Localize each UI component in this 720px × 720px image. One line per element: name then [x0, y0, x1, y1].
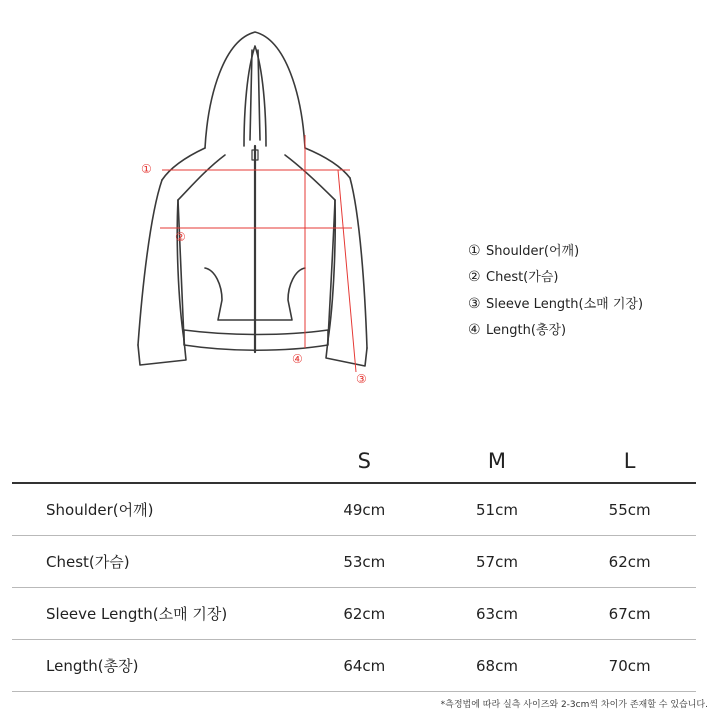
size-header-m: M: [487, 449, 507, 473]
left-shoulder: [162, 148, 205, 180]
legend-number: ②: [468, 269, 481, 286]
table-cell: 51cm: [431, 483, 564, 536]
legend-text: Sleeve Length(소매 기장): [486, 296, 644, 312]
legend-item: [468, 267, 643, 293]
table-cell: 62cm: [298, 588, 431, 640]
measurement-footnote: *측정법에 따라 실측 사이즈와 2-3cm씩 차이가 존재할 수 있습니다.: [440, 700, 708, 710]
left-cuff: [138, 340, 186, 365]
table-row: [12, 640, 696, 692]
row-label: Sleeve Length(소매 기장): [12, 588, 298, 640]
table-cell: 55cm: [563, 483, 696, 536]
left-sleeve-outer: [138, 180, 162, 345]
left-raglan: [178, 155, 225, 200]
right-sleeve-outer: [350, 178, 367, 348]
table-cell: 67cm: [563, 588, 696, 640]
table-cell: 57cm: [431, 536, 564, 588]
hoodie-outline: [138, 32, 367, 366]
legend-text: Chest(가슴): [486, 270, 559, 286]
measurement-lines: [160, 135, 356, 372]
table-row: [12, 483, 696, 536]
size-header-s: S: [357, 449, 371, 473]
table-cell: 53cm: [298, 536, 431, 588]
size-header-row: [12, 440, 696, 483]
hood-seam: [250, 50, 260, 140]
right-shoulder: [305, 148, 350, 178]
marker-1: ①: [141, 162, 152, 176]
table-row: [12, 588, 696, 640]
table-cell: 63cm: [431, 588, 564, 640]
legend-item: [468, 241, 643, 267]
right-raglan: [285, 155, 335, 200]
legend-item: [468, 294, 643, 320]
table-cell: 64cm: [298, 640, 431, 692]
header-empty: [12, 440, 298, 483]
diagram-markers: [141, 162, 367, 386]
legend-text: Length(총장): [486, 322, 567, 338]
legend-text: Shoulder(어깨): [486, 244, 580, 259]
row-label: Shoulder(어깨): [12, 483, 298, 536]
table-cell: 49cm: [298, 483, 431, 536]
legend-item: [468, 320, 643, 346]
hood: [205, 32, 305, 148]
legend-number: ④: [468, 321, 481, 338]
measurement-legend: [468, 241, 643, 346]
row-label: Chest(가슴): [12, 536, 298, 588]
marker-2: ②: [175, 230, 186, 244]
legend-number: ③: [468, 295, 481, 312]
marker-3: ③: [356, 372, 367, 386]
table-cell: 62cm: [563, 536, 696, 588]
table-cell: 68cm: [431, 640, 564, 692]
row-label: Length(총장): [12, 640, 298, 692]
size-header-l: L: [623, 449, 636, 473]
table-cell: 70cm: [563, 640, 696, 692]
size-table: [12, 440, 696, 692]
legend-number: ①: [468, 243, 481, 259]
table-row: [12, 536, 696, 588]
sleeve-line: [338, 170, 356, 372]
hood-inner: [244, 46, 266, 146]
marker-4: ④: [292, 352, 303, 366]
right-cuff: [326, 340, 367, 366]
